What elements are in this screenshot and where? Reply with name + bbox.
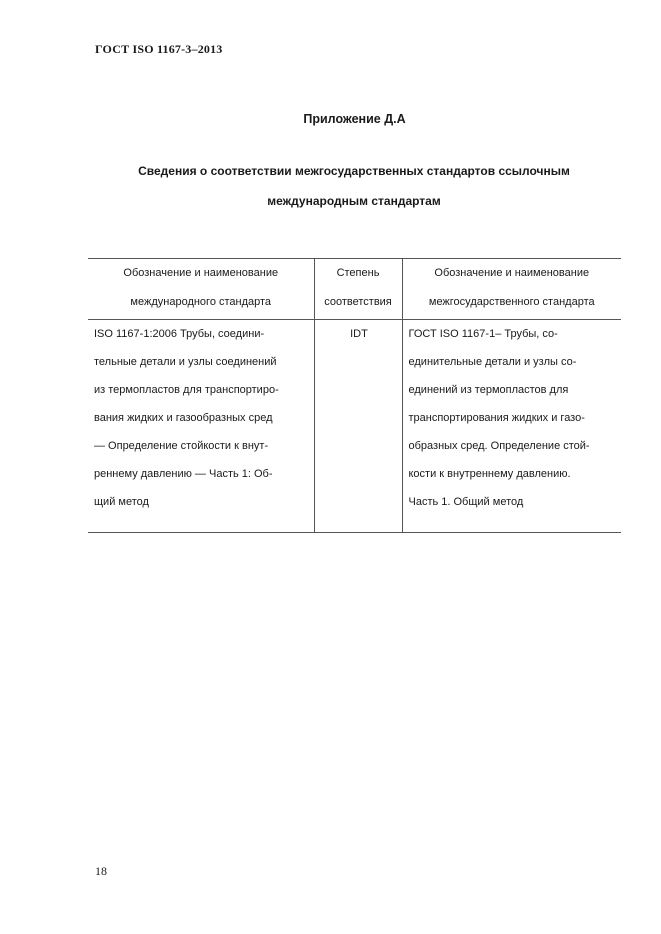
cell-line: единительные детали и узлы со-	[408, 356, 577, 368]
header-international-standard	[88, 259, 314, 320]
cell-interstate-standard	[402, 320, 621, 533]
header-interstate-standard	[402, 259, 621, 320]
section-title-line-1: Сведения о соответствии межгосударственных стандартов ссылочным	[138, 164, 570, 178]
document-code-header: ГОСТ ISO 1167-3–2013	[95, 42, 223, 56]
page-number: 18	[95, 864, 107, 878]
header-degree-of-compliance	[314, 259, 402, 320]
cell-line: щий метод	[94, 496, 149, 508]
cell-line: ГОСТ ISO 1167-1– Трубы, со-	[408, 328, 558, 340]
cell-degree-of-compliance: IDT	[314, 320, 402, 533]
cell-line: реннему давлению — Часть 1: Об-	[94, 468, 273, 480]
header-cell-line: межгосударственного стандарта	[428, 296, 595, 308]
cell-line: транспортирования жидких и газо-	[408, 412, 585, 424]
cell-line: тельные детали и узлы соединений	[94, 356, 277, 368]
header-cell-line: международного стандарта	[130, 296, 272, 308]
cell-international-standard	[88, 320, 314, 533]
header-cell-line: Степень	[336, 267, 380, 279]
table-row	[88, 320, 621, 533]
cell-line: — Определение стойкости к внут-	[94, 440, 269, 452]
header-cell-line: Обозначение и наименование	[123, 267, 279, 279]
table-header-row	[88, 259, 621, 320]
cell-line: образных сред. Определение стой-	[408, 440, 590, 452]
cell-line: единений из термопластов для	[408, 384, 569, 396]
cell-line: вания жидких и газообразных сред	[94, 412, 273, 424]
section-title	[88, 156, 620, 216]
section-title-line-2: международным стандартам	[267, 194, 441, 208]
header-cell-line: соответствия	[324, 296, 392, 308]
header-cell-line: Обозначение и наименование	[434, 267, 590, 279]
cell-line: ISO 1167-1:2006 Трубы, соедини-	[94, 328, 265, 340]
cell-line: из термопластов для транспортиро-	[94, 384, 279, 396]
cell-line: Часть 1. Общий метод	[408, 496, 524, 508]
appendix-title: Приложение Д.А	[303, 112, 406, 126]
standards-compliance-table	[88, 258, 621, 533]
cell-line: кости к внутреннему давлению.	[408, 468, 571, 480]
